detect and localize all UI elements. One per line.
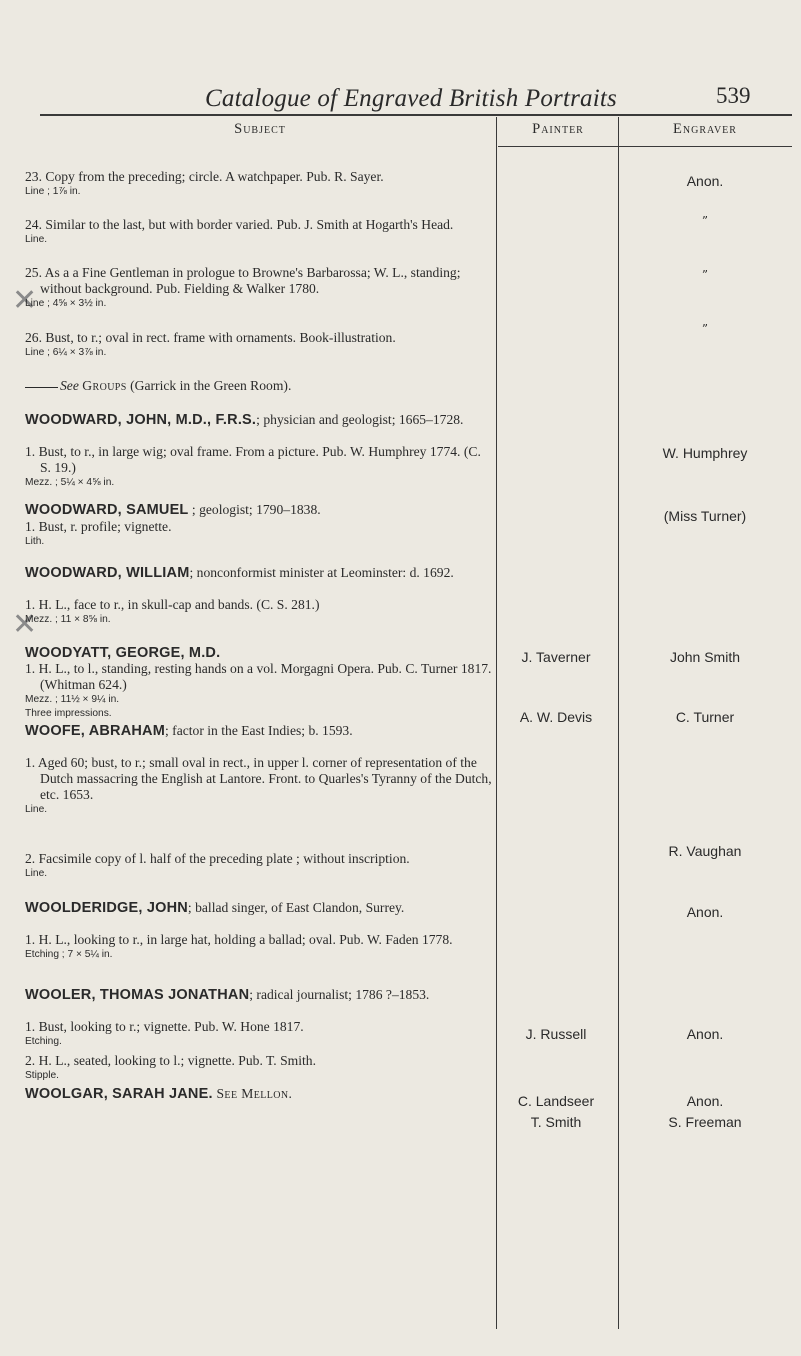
- catalogue-entry: [25, 661, 495, 721]
- column-header-subject: Subject: [234, 121, 286, 137]
- sitter-name: WOOLGAR, SARAH JANE.: [25, 1086, 213, 1102]
- portrait-heading: [25, 723, 495, 739]
- portrait-heading: [25, 900, 495, 916]
- entry-medium: Etching ; 7 × 5¼ in.: [25, 949, 113, 960]
- entry-text: 1. Bust, to r., in large wig; oval frame. From a picture. Pub. W. Humphrey 1774. (C. S. 19.): [25, 444, 481, 475]
- entry-medium: Mezz. ; 11½ × 9¼ in.: [25, 694, 120, 705]
- portrait-heading: [25, 1086, 495, 1102]
- engraver-cell: (Miss Turner): [663, 508, 747, 524]
- portrait-heading: [25, 412, 495, 428]
- entry-medium: Stipple.: [25, 1070, 59, 1081]
- entry-medium: Line.: [25, 804, 48, 815]
- column-divider-2: [618, 117, 619, 1329]
- engraver-cell: C. Turner: [675, 709, 735, 725]
- entry-text: 23. Copy from the preceding; circle. A watchpaper. Pub. R. Sayer.: [25, 169, 384, 184]
- entry-medium: Line.: [25, 868, 48, 879]
- sitter-name: WOOLDERIDGE, JOHN: [25, 900, 188, 916]
- entry-medium: Lith.: [25, 536, 45, 547]
- sitter-description: See Mellon.: [212, 1086, 293, 1101]
- portrait-heading: [25, 565, 495, 581]
- engraver-cell: Anon.: [686, 1093, 724, 1109]
- catalogue-entry: [25, 265, 495, 311]
- column-header-painter: Painter: [532, 121, 584, 137]
- entry-text: 1. Bust, looking to r.; vignette. Pub. W. Hone 1817.: [25, 1019, 304, 1034]
- entry-medium: Etching.: [25, 1036, 62, 1047]
- catalogue-entry: [25, 217, 495, 247]
- sitter-name: WOOFE, ABRAHAM: [25, 723, 165, 739]
- painter-cell: J. Taverner: [521, 649, 591, 665]
- entry-text: 24. Similar to the last, but with border varied. Pub. J. Smith at Hogarth's Head.: [25, 217, 454, 232]
- entry-text: 1. Aged 60; bust, to r.; small oval in rect., in upper l. corner of representation of the Dutch massacring the English at Lantore. Front. to Quarles's Tyranny of the Dutch, etc. 1653.: [25, 755, 492, 802]
- catalogue-entry: [25, 519, 495, 549]
- engraver-cell: S. Freeman: [668, 1114, 742, 1130]
- entry-text: 1. H. L., looking to r., in large hat, holding a ballad; oval. Pub. W. Faden 1778.: [25, 932, 453, 947]
- entry-medium: Line ; 4⅝ × 3½ in.: [25, 298, 107, 309]
- sitter-name: WOODWARD, SAMUEL: [25, 502, 189, 518]
- entry-text: 25. As a a Fine Gentleman in prologue to Browne's Barbarossa; W. L., standing; without background. Pub. Fielding & Walker 1780.: [25, 265, 461, 296]
- see-reference: Groups: [82, 378, 127, 393]
- engraver-cell: Anon.: [686, 173, 724, 189]
- entry-medium: Line ; 6¼ × 3⅞ in.: [25, 347, 107, 358]
- sitter-description: ; radical journalist; 1786 ?–1853.: [249, 987, 430, 1002]
- painter-cell: J. Russell: [525, 1026, 587, 1042]
- catalogue-entry: [25, 851, 495, 881]
- page-number: 539: [716, 83, 751, 108]
- portrait-heading: [25, 987, 495, 1003]
- entry-text: 2. H. L., seated, looking to l.; vignette. Pub. T. Smith.: [25, 1053, 316, 1068]
- entry-text: 1. H. L., face to r., in skull-cap and bands. (C. S. 281.): [25, 597, 320, 612]
- entry-medium: Line.: [25, 234, 48, 245]
- sitter-description: ; geologist; 1790–1838.: [188, 502, 321, 517]
- entry-medium: Mezz. ; 11 × 8⅝ in.: [25, 614, 111, 625]
- engraver-cell: John Smith: [669, 649, 741, 665]
- sitter-description: ; physician and geologist; 1665–1728.: [256, 412, 464, 427]
- entry-medium: Line ; 1⅞ in.: [25, 186, 81, 197]
- catalogue-entry: [25, 330, 495, 360]
- entry-medium: Mezz. ; 5¼ × 4⅝ in.: [25, 477, 115, 488]
- painter-cell: T. Smith: [530, 1114, 582, 1130]
- sitter-description: ; factor in the East Indies; b. 1593.: [165, 723, 353, 738]
- ditto-mark: ”: [701, 322, 709, 336]
- sitter-name: WOODYATT, GEORGE, M.D.: [25, 645, 221, 661]
- catalogue-entry: [25, 444, 495, 490]
- catalogue-entry: [25, 169, 495, 199]
- sitter-name: WOODWARD, JOHN, M.D., F.R.S.: [25, 412, 257, 428]
- portrait-heading: [25, 502, 495, 518]
- entry-text: 1. Bust, r. profile; vignette.: [25, 519, 172, 534]
- ditto-mark: ”: [701, 268, 709, 282]
- see-detail: (Garrick in the Green Room).: [130, 378, 292, 393]
- header-rule: [40, 114, 792, 116]
- column-header-engraver: Engraver: [673, 121, 737, 137]
- catalogue-entry: [25, 597, 495, 627]
- entry-text: 2. Facsimile copy of l. half of the preceding plate ; without inscription.: [25, 851, 410, 866]
- engraver-cell: W. Humphrey: [662, 445, 748, 461]
- pencil-check-mark-icon: ✕: [12, 607, 38, 642]
- entry-note: Three impressions.: [25, 708, 112, 719]
- entry-text: 1. H. L., to l., standing, resting hands on a vol. Morgagni Opera. Pub. C. Turner 1817. (Whitman 624.): [25, 661, 492, 692]
- engraver-cell: Anon.: [686, 904, 724, 920]
- sitter-description: ; nonconformist minister at Leominster: d. 1692.: [189, 565, 454, 580]
- sitter-description: ; ballad singer, of East Clandon, Surrey.: [187, 900, 405, 915]
- painter-cell: A. W. Devis: [519, 709, 593, 725]
- sitter-name: WOODWARD, WILLIAM: [25, 565, 190, 581]
- engraver-cell: R. Vaughan: [668, 843, 742, 859]
- column-header-underline: [498, 146, 792, 147]
- portrait-heading: [25, 645, 495, 661]
- engraver-cell: Anon.: [686, 1026, 724, 1042]
- cross-reference: [25, 378, 495, 394]
- catalogue-entry: [25, 1053, 495, 1083]
- catalogue-entry: [25, 755, 495, 817]
- see-label: See: [60, 378, 79, 393]
- sitter-name: WOOLER, THOMAS JONATHAN: [25, 987, 250, 1003]
- ditto-mark: ”: [701, 214, 709, 228]
- running-header-title: Catalogue of Engraved British Portraits: [205, 85, 617, 112]
- catalogue-entry: [25, 932, 495, 962]
- entry-text: 26. Bust, to r.; oval in rect. frame with ornaments. Book-illustration.: [25, 330, 396, 345]
- painter-cell: C. Landseer: [517, 1093, 595, 1109]
- pencil-check-mark-icon: ✕: [12, 283, 38, 318]
- catalogue-entry: [25, 1019, 495, 1049]
